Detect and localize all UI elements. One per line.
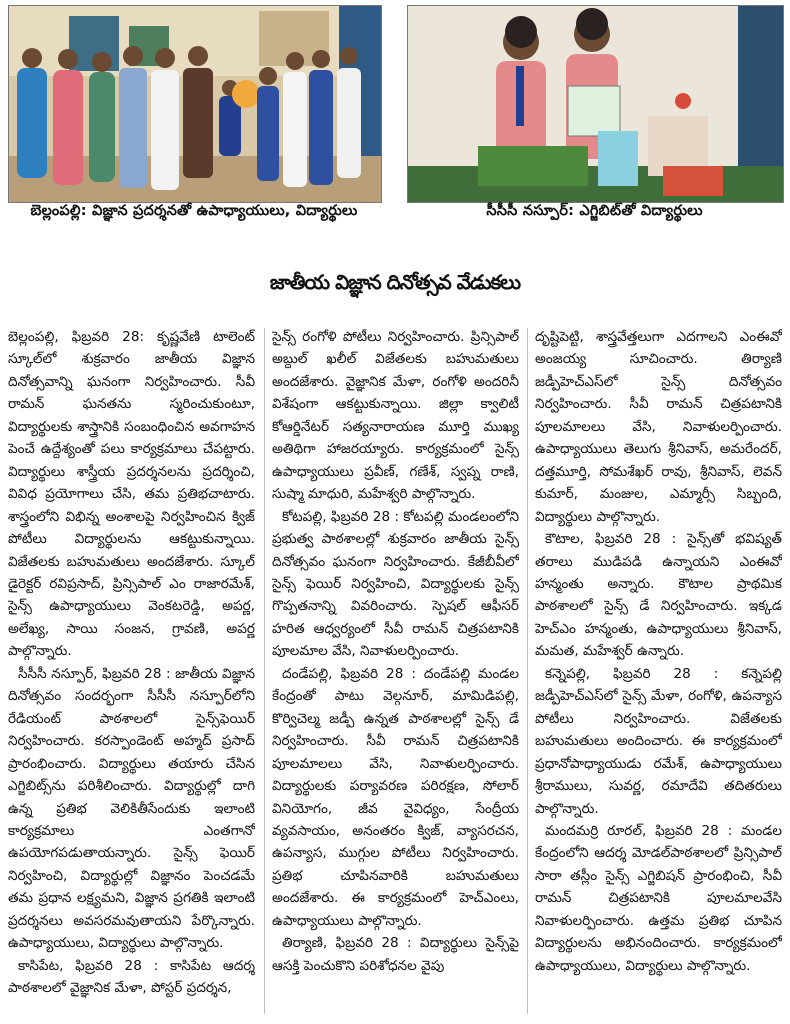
paragraph-kautala: కౌటాల, ఫిబ్రవరి 28 : సైన్స్‌తో భవిష్యత్ తరాలు ముడిపడి ఉన్నాయని ఎంఈవో హన్మంతు అన్నారు. కౌటాల ప్రాథమిక పాఠశాలలో సైన్స్ డే నిర్వహించారు. ఇక్కడ హెచ్ఎం హన్మంతు, ఉపాధ్యాయులు శ్రీనివాస్, మమత, మహేశ్వర్ ఉన్నారు. (535, 531, 782, 660)
photo-students-exhibit-image (408, 6, 783, 202)
photo-students-exhibit (407, 5, 784, 203)
paragraph-kotapalli: కోటపల్లి, ఫిబ్రవరి 28 : కోటపల్లి మండలంలోని ప్రభుత్వ పాఠశాలల్లో శుక్రవారం జాతీయ సైన్స్ దినోత్సవం ఘనంగా నిర్వహించారు. కేజీబీవీలో సైన్స్ ఫెయిర్ నిర్వహించి, విద్యార్థులకు సైన్స్ గొప్పతనాన్ని వివరించారు. స్పెషల్ ఆఫీసర్ హరిత ఆధ్వర్యంలో సీవీ రామన్ చిత్రపటానికి పూలమాల వేసి, నివాళులర్పించారు. (272, 508, 519, 660)
paragraph-ccc-naspur: సీసీసీ నస్పూర్, ఫిబ్రవరి 28 : జాతీయ విజ్ఞాన దినోత్సవం సందర్భంగా సీసీసీ నస్పూర్‌లోని రేడియంట్ పాఠశాలలో సైన్స్‌ఫెయిర్ నిర్వహించారు. కరస్పాండెంట్ అహ్మద్ ప్రసాద్ ప్రారంభించారు. విద్యార్థులు తయారు చేసిన ఎగ్జిబిట్స్‌ను పరిశీలించారు. విద్యార్థుల్లో దాగి ఉన్న ప్రతిభ వెలికితీసేందుకు ఇలాంటి కార్యక్రమాలు ఎంతగానో ఉపయోగపడుతాయన్నారు. సైన్స్ ఫెయిర్ నిర్వహించి, విద్యార్థుల్లో విజ్ఞానం పెంచడమే తమ ప్రధాన లక్ష్యమని, విజ్ఞాన ప్రగతికి ఇలాంటి ప్రదర్శనలు అవసరమవుతాయని పేర్కొన్నారు. ఉపాధ్యాయులు, విద్యార్థులు పాల్గొన్నారు. (8, 665, 255, 952)
photo-caption-right: సీసీసీ నస్పూర్: ఎగ్జిబిట్‌తో విద్యార్థులు (486, 203, 703, 219)
paragraph-bellampalli: బెల్లంపల్లి, ఫిబ్రవరి 28: కృష్ణవేణి టాలెంట్ స్కూల్‌లో శుక్రవారం జాతీయ విజ్ఞాన దినోత్సవాన్ని ఘనంగా నిర్వహించారు. సీవీ రామన్ ఘనతను స్మరించుకుంటూ, విద్యార్థులకు శాస్త్రానికి సంబంధించిన అవగాహన పెంచే ఉద్దేశ్యంతో పలు కార్యక్రమాలు చేపట్టారు. విద్యార్థులు శాస్త్రీయ ప్రదర్శనలను ప్రదర్శించి, వివిధ ప్రయోగాలు చేసి, తమ ప్రతిభచాటారు. శాస్త్రంలోని విభిన్న అంశాలపై నిర్వహించిన క్విజ్ పోటీలు విద్యార్థులను ఆకట్టుకున్నాయి. విజేతలకు బహుమతులు అందజేశారు. స్కూల్ డైరెక్టర్ రవిప్రసాద్, ప్రిన్సిపాల్ ఎం రాజారమేశ్, సైన్స్ ఉపాధ్యాయులు వెంకటరెడ్డి, అపర్ణ, అలేఖ్య, సాయి సంజన, గ్రావణి, అపర్ణ పాల్గొన్నారు. (8, 329, 255, 660)
paragraph-kasipet: కాసిపేట, ఫిబ్రవరి 28 : కాసిపేట ఆదర్శ పాఠశాలలో వైజ్ఞానిక మేళా, పోస్టర్ ప్రదర్శన, (8, 957, 255, 997)
article-column-1 (8, 326, 255, 1016)
paragraph-tiryani: తిర్యాణి, ఫిబ్రవరి 28 : విద్యార్థులు సైన్స్‌పై ఆసక్తి పెంచుకొని పరిశోధనల వైపు (272, 935, 519, 974)
paragraph-mandamarri-rural: మందమర్రి రూరల్, ఫిబ్రవరి 28 : మండల కేంద్రంలోని ఆదర్శ మోడల్‌పాఠశాలలో ప్రిన్సిపాల్ సారా తస్లీం సైన్స్ ఎగ్జిబిషన్ ప్రారంభించి, సీవీ రామన్ చిత్రపటానికి పూలమాలవేసి నివాళులర్పించారు. ఉత్తమ ప్రతిభ చూపిన విద్యార్థులను అభినందించారు. కార్యక్రమంలో ఉపాధ్యాయులు, విద్యార్థులు పాల్గొన్నారు. (535, 822, 782, 974)
column-divider-1 (264, 328, 265, 1014)
paragraph-kannepalli: కన్నెపల్లి, ఫిబ్రవరి 28 : కన్నెపల్లి జడ్పీహెచ్ఎస్‌లో సైన్స్ మేళా, రంగోళి, ఉపన్యాస పోటీలు నిర్వహించారు. విజేతలకు బహుమతులు అందించారు. ఈ కార్యక్రమంలో ప్రధానోపాధ్యాయుడు రమేశ్, ఉపాధ్యాయులు శ్రీరాములు, సువర్ణ, రమాదేవి తదితరులు పాల్గొన్నారు. (535, 665, 782, 817)
headline: జాతీయ విజ్ఞాన దినోత్సవ వేడుకలు (269, 269, 521, 294)
photo-teachers-students-image (9, 6, 381, 202)
photo-teachers-students (8, 5, 382, 203)
paragraph-tiryani-cont: దృష్టిపెట్టి, శాస్త్రవేత్తలుగా ఎదగాలని ఎంఈవో అంజయ్య సూచించారు. తిర్యాణి జడ్పీహెచ్ఎస్‌లో సైన్స్ దినోత్సవం నిర్వహించారు. సీవీ రామన్ చిత్రపటానికి పూలమాలలు వేసి, నివాళులర్పించారు. ఉపాధ్యాయులు తెలుగు శ్రీనివాస్, అమరేందర్, దత్తమూర్తి, సోమశేఖర్ రావు, శ్రీనివాస్, లెవన్ కుమార్, మంజుల, ఎమ్మార్సీ సిబ్బంది, విద్యార్థులు పాల్గొన్నారు. (535, 329, 782, 525)
article-column-2 (272, 326, 519, 1016)
paragraph-dandepalli: దండేపల్లి, ఫిబ్రవరి 28 : దండేపల్లి మండల కేంద్రంతో పాటు వెల్గనూర్, మామిడిపల్లి, కొర్విచెల్మ జడ్పీ ఉన్నత పాఠశాలల్లో సైన్స్ డే నిర్వహించారు. సీవీ రామన్ చిత్రపటానికి పూలమాలలు వేసి, నివాళులర్పించారు. విద్యార్థులకు పర్యావరణ పరిరక్షణ, సోలార్ వినియోగం, జీవ వైవిధ్యం, సేంద్రీయ వ్యవసాయం, అనంతరం క్విజ్, వ్యాసరచన, ఉపన్యాస, ముగ్గుల పోటీలు నిర్వహించారు. ప్రతిభ చూపినవారికి బహుమతులు అందజేశారు. ఈ కార్యక్రమంలో హెచ్ఎంలు, ఉపాధ్యాయులు పాల్గొన్నారు. (272, 665, 519, 929)
paragraph-kasipet-cont: సైన్స్ రంగోళి పోటీలు నిర్వహించారు. ప్రిన్సిపాల్ అబ్దుల్ ఖలీల్ విజేతలకు బహుమతులు అందజేశారు. వైజ్ఞానిక మేళా, రంగోళి అందరినీ విశేషంగా ఆకట్టుకున్నాయి. జిల్లా క్వాలిటీ కోఆర్డినేటర్ సత్యనారాయణ మూర్తి ముఖ్య అతిథిగా హాజరయ్యారు. కార్యక్రమంలో సైన్స్ ఉపాధ్యాయులు ప్రవీణ్, గణేశ్, స్వప్న రాణి, సుష్మా మాధురి, మహేశ్వరి పాల్గొన్నారు. (272, 329, 519, 503)
column-divider-2 (527, 328, 528, 1014)
photo-caption-left: బెల్లంపల్లి: విజ్ఞాన ప్రదర్శనతో ఉపాధ్యాయులు, విద్యార్థులు (30, 203, 358, 219)
article-column-3 (535, 326, 782, 1016)
